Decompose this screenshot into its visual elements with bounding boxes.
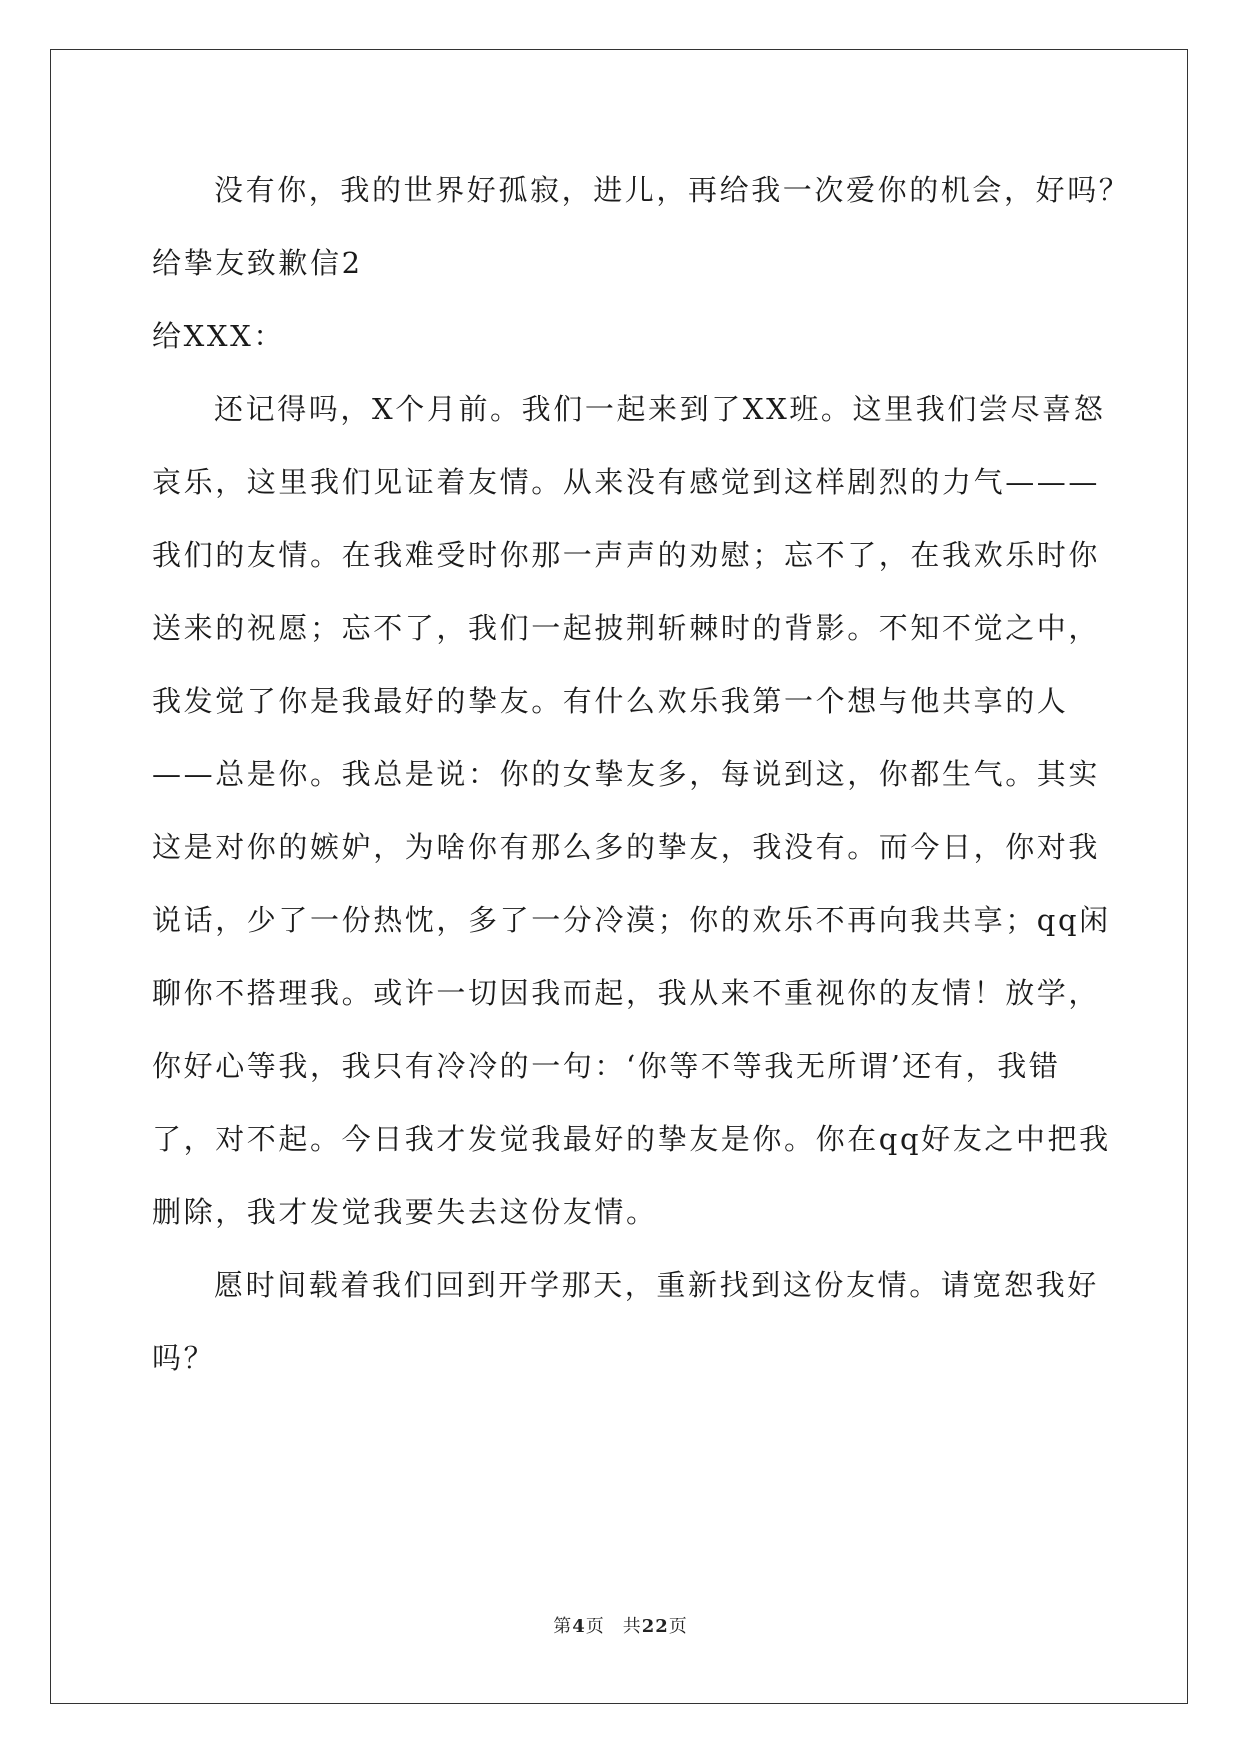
paragraph-line: 说话，少了一份热忱，多了一分冷漠；你的欢乐不再向我共享；qq闲 — [152, 903, 1111, 937]
page-footer — [0, 1616, 1241, 1638]
paragraph-line: ——总是你。我总是说：你的女挚友多，每说到这，你都生气。其实 — [152, 757, 1101, 791]
paragraph-line: 了，对不起。今日我才发觉我最好的挚友是你。你在qq好友之中把我 — [152, 1122, 1111, 1156]
page-number: 4 — [572, 1616, 586, 1637]
paragraph-line: 没有你，我的世界好孤寂，进儿，再给我一次爱你的机会，好吗？ — [214, 173, 1131, 207]
paragraph-line: 删除，我才发觉我要失去这份友情。 — [152, 1195, 658, 1229]
salutation: 给XXX： — [152, 319, 285, 353]
paragraph-line: 这是对你的嫉妒，为啥你有那么多的挚友，我没有。而今日，你对我 — [152, 830, 1101, 864]
paragraph-line: 还记得吗，X个月前。我们一起来到了XX班。这里我们尝尽喜怒 — [214, 392, 1106, 426]
total-pages: 22 — [641, 1616, 669, 1637]
paragraph-line: 送来的祝愿；忘不了，我们一起披荆斩棘时的背影。不知不觉之中， — [152, 611, 1101, 645]
total-prefix: 共 — [622, 1616, 642, 1637]
paragraph-line: 我发觉了你是我最好的挚友。有什么欢乐我第一个想与他共享的人 — [152, 684, 1069, 718]
letter-title: 给挚友致歉信2 — [152, 246, 363, 280]
paragraph-line: 吗？ — [152, 1341, 216, 1375]
total-suffix: 页 — [668, 1616, 688, 1637]
page-border — [50, 49, 1188, 1704]
paragraph-line: 我们的友情。在我难受时你那一声声的劝慰；忘不了，在我欢乐时你 — [152, 538, 1101, 572]
paragraph-line: 愿时间载着我们回到开学那天，重新找到这份友情。请宽恕我好 — [214, 1268, 1099, 1302]
paragraph-line: 哀乐，这里我们见证着友情。从来没有感觉到这样剧烈的力气——— — [152, 465, 1101, 499]
paragraph-line: 你好心等我，我只有冷冷的一句：‘你等不等我无所谓’还有，我错 — [152, 1049, 1061, 1083]
page-prefix: 第 — [553, 1616, 573, 1637]
page-suffix: 页 — [585, 1616, 605, 1637]
paragraph-line: 聊你不搭理我。或许一切因我而起，我从来不重视你的友情！放学， — [152, 976, 1101, 1010]
